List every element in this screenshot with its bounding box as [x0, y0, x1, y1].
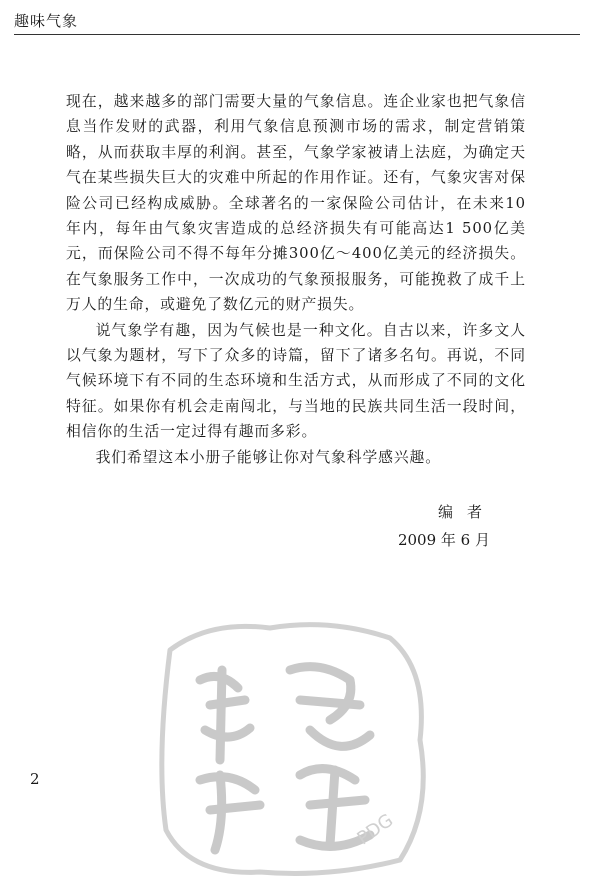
page-number: 2 — [30, 770, 40, 788]
paragraph-3: 我们希望这本小册子能够让你对气象科学感兴趣。 — [95, 448, 441, 466]
paragraph-2: 说气象学有趣，因为气候也是一种文化。自古以来，许多文人以气象为题材，写下了众多的诗篇，留下了诸多名句。再说，不同气候环境下有不同的生态环境和生活方式，从而形成了不同的文化特征。如果你有机会走南闯北，与当地的民族共同生活一段时间，相信你的生活一定过得有趣而多彩。 — [66, 321, 526, 441]
signature-author: 编者 — [437, 503, 496, 521]
watermark-seal — [150, 610, 440, 880]
watermark-label: PDG — [353, 809, 398, 850]
header-divider — [14, 34, 580, 35]
signature-date: 2009 年 6 月 — [397, 531, 490, 549]
signature-block — [397, 498, 496, 554]
body-text — [66, 89, 526, 470]
running-header-title: 趣味气象 — [14, 12, 79, 30]
paragraph-1: 现在，越来越多的部门需要大量的气象信息。连企业家也把气象信息当作发财的武器，利用气象信息预测市场的需求，制定营销策略，从而获取丰厚的利润。甚至，气象学家被请上法庭，为确定天气在某些损失巨大的灾难中所起的作用作证。还有，气象灾害对保险公司已经构成威胁。全球著名的一家保险公司估计，在未来10年内，每年由气象灾害造成的总经济损失有可能高达1 500亿美元，而保险公司不得不每年分摊300亿～400亿美元的经济损失。在气象服务工作中，一次成功的气象预报服务，可能挽救了成千上万人的生命，或避免了数亿元的财产损失。 — [66, 93, 526, 314]
